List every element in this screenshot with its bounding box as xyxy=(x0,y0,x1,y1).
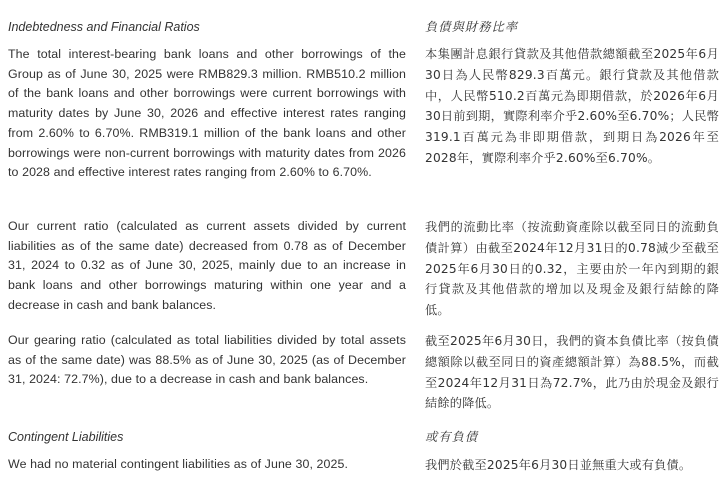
paragraph-gearing-ratio-en: Our gearing ratio (calculated as total liabilities divided by total assets as of the same date) was 88.5% as of June 30, 2025 (as of December 31, 2024: 72.7%), due to a decrease in cash and bank balances. xyxy=(8,333,406,387)
paragraph-loans-zh: 本集團計息銀行貸款及其他借款總額截至2025年6月30日為人民幣829.3百萬元。銀行貸款及其他借款中，人民幣510.2百萬元為即期借款，於2026年6月30日前到期，實際利率介乎2.60%至6.70%；人民幣319.1百萬元為非即期借款，到期日為2026年至2028年，實際利率介乎2.60%至6.70%。 xyxy=(425,47,719,165)
paragraph-current-ratio-zh: 我們的流動比率（按流動資產除以截至同日的流動負債計算）由截至2024年12月31日的0.78減少至截至2025年6月30日的0.32，主要由於一年內到期的銀行貸款及其他借款的增加以及現金及銀行結餘的降低。 xyxy=(425,220,719,318)
heading-indebtedness-en: Indebtedness and Financial Ratios xyxy=(8,20,200,34)
heading-indebtedness-zh: 負債與財務比率 xyxy=(425,20,519,34)
paragraph-contingent-en: We had no material contingent liabilities as of June 30, 2025. xyxy=(8,457,349,471)
paragraph-current-ratio-en: Our current ratio (calculated as current assets divided by current liabilities as of the same date) decreased from 0.78 as of December 31, 2024 to 0.32 as of June 30, 2025, mainly due to an increase in bank loans and other borrowings maturing within one year and a decrease in cash and bank balances. xyxy=(8,219,406,312)
paragraph-gearing-ratio-zh: 截至2025年6月30日，我們的資本負債比率（按負債總額除以截至同日的資產總額計算）為88.5%，而截至2024年12月31日為72.7%，此乃由於現金及銀行結餘的降低。 xyxy=(425,334,719,411)
heading-contingent-en: Contingent Liabilities xyxy=(8,430,124,444)
paragraph-contingent-zh: 我們於截至2025年6月30日並無重大或有負債。 xyxy=(425,458,692,472)
heading-contingent-zh: 或有負債 xyxy=(425,430,479,444)
paragraph-loans-en: The total interest-bearing bank loans and other borrowings of the Group as of June 30, 2025 were RMB829.3 million. RMB510.2 million of the bank loans and other borrowings were current borrowings with maturity dates by June 30, 2026 and effective interest rates ranging from 2.60% to 6.70%. RMB319.1 million of the bank loans and other borrowings were non-current borrowings with maturity dates from 2026 to 2028 and effective interest rates ranging from 2.60% to 6.70%. xyxy=(8,47,406,180)
